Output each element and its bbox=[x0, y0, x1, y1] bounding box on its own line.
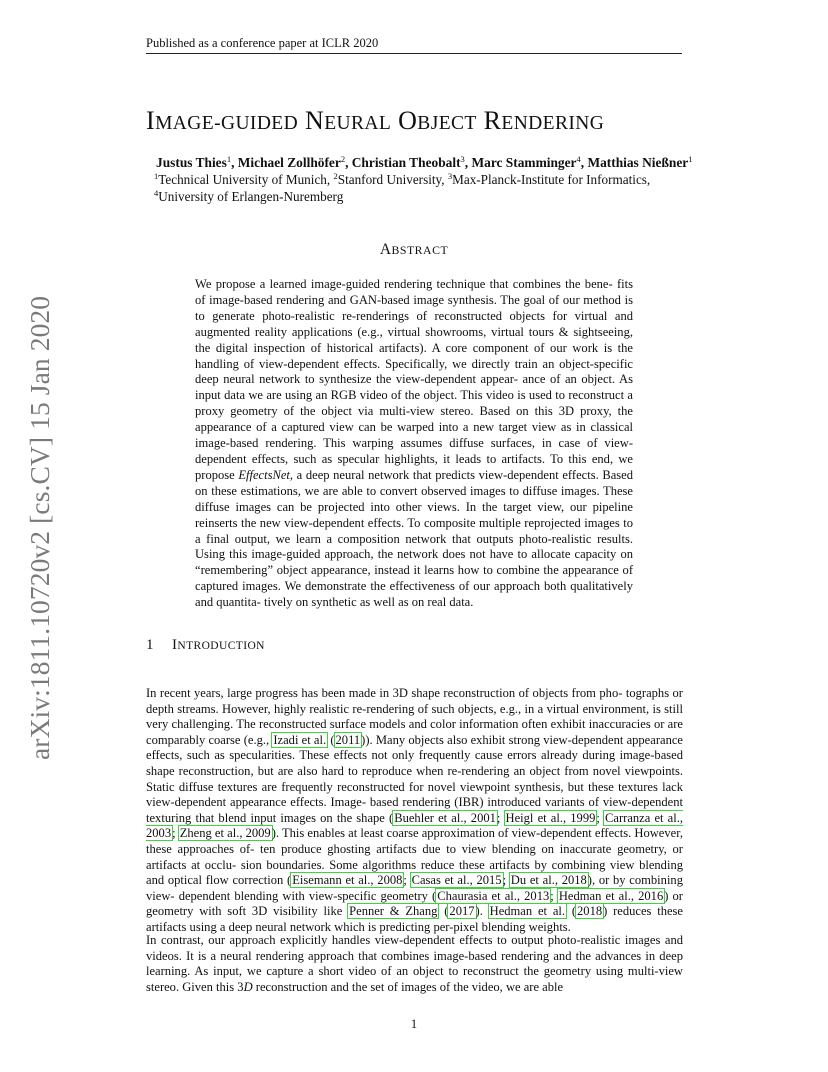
citation-link[interactable]: 2011 bbox=[335, 732, 361, 747]
page-number: 1 bbox=[410, 1017, 418, 1031]
citation-link[interactable]: Hedman et al., 2016 bbox=[558, 888, 664, 903]
running-head: Published as a conference paper at ICLR 2020 bbox=[146, 36, 379, 50]
author-list bbox=[156, 154, 716, 171]
author: Michael Zollhöfer$^2$, bbox=[237, 154, 352, 170]
citation-link[interactable]: Buehler et al., 2001 bbox=[394, 810, 496, 825]
introduction-paragraph-1: In recent years, large progress has been made in 3D shape reconstruction of objects from pho- tographs or depth streams. However, highly realistic re-rendering of such objects, e.g., in a virtual environment, is still very challenging. The reconstructed surface models and color information often exhibit inaccuracies or are comparably coarse (e.g., Izadi et al. (2011)). Many objects also exhibit strong view-dependent appearance effects, such as specularities. These effects not only frequently cause errors already during image-based shape reconstruction, but are also hard to reproduce when re-rendering an object from novel viewpoints. Static diffuse textures are frequently reconstructed for novel viewpoint synthesis, but these textures lack view-dependent appearance effects. Image- based rendering (IBR) introduced variants of view-dependent texturing that blend input images on the shape (Buehler et al., 2001; Heigl et al., 1999; Carranza et al., 2003; Zheng et al., 2009). This enables at least coarse approximation of view-dependent effects. However, these approaches of- ten produce ghosting artifacts due to view blending on inaccurate geometry, or artifacts at occlu- sion boundaries. Some algorithms reduce these artifacts by combining view blending and optical flow correction (Eisemann et al., 2008; Casas et al., 2015; Du et al., 2018), or by combining view- dependent blending with view-specific geometry (Chaurasia et al., 2013; Hedman et al., 2016) or geometry with soft 3D visibility like Penner & Zhang (2017). Hedman et al. (2018) reduces these artifacts using a deep neural network which is predicting per-pixel blending weights. bbox=[146, 686, 684, 934]
section-heading-introduction: 1 INTRODUCTION bbox=[146, 637, 265, 653]
arxiv-identifier-text: arXiv:1811.10720v2 [cs.CV] 15 Jan 2020 bbox=[24, 295, 55, 760]
affiliation: $^1$Technical University of Munich, bbox=[154, 171, 334, 187]
author: Justus Thies$^1$, bbox=[156, 154, 238, 170]
citation-link[interactable]: Chaurasia et al., 2013 bbox=[437, 888, 550, 903]
citation-link[interactable]: Du et al., 2018 bbox=[510, 873, 587, 888]
citation-link[interactable]: 2018 bbox=[577, 904, 603, 919]
citation-link[interactable]: Carranza et al., 2003 bbox=[146, 810, 684, 841]
citation-link[interactable]: 2017 bbox=[449, 904, 475, 919]
affiliation: $^4$University of Erlangen-Nuremberg bbox=[154, 187, 344, 204]
paper-title: IMAGE-GUIDED NEURAL OBJECT RENDERING bbox=[146, 106, 605, 135]
abstract-text: We propose a learned image-guided rendering technique that combines the bene- fits of image-based rendering and GAN-based image synthesis. The goal of our method is to generate photo-realistic re-renderings of reconstructed objects for virtual and augmented reality applications (e.g., virtual showrooms, virtual tours & sightseeing, the digital inspection of historical artifacts). A core component of our work is the handling of view-dependent effects. Specifically, we directly train an object-specific deep neural network to synthesize the view-dependent appear- ance of an object. As input data we are using an RGB video of the object. This video is used to reconstruct a proxy geometry of the object via multi-view stereo. Based on this 3D proxy, the appearance of a captured view can be warped into a new target view as in classical image-based rendering. This warping assumes diffuse surfaces, in case of view-dependent effects, such as specular highlights, it leads to artifacts. To this end, we propose EffectsNet, a deep neural network that predicts view-dependent effects. Based on these estimations, we are able to convert observed images to diffuse images. These diffuse images can be projected into other views. In the target view, our pipeline reinserts the new view-dependent effects. To composite multiple reprojected images to a final output, we learn a composition network that outputs photo-realistic results. Using this image-guided approach, the network does not have to allocate capacity on “remembering” object appearance, instead it learns how to combine the appearance of captured images. We demonstrate the effectiveness of our approach both qualitatively and quantita- tively on synthetic as well as on real data. bbox=[195, 277, 633, 610]
introduction-paragraph-2: In contrast, our approach explicitly handles view-dependent effects to output photo-realistic images and videos. It is a neural rendering approach that combines image-based rendering and the advances in deep learning. As input, we capture a short video of an object to reconstruct the geometry using multi-view stereo. Given this 3D reconstruction and the set of images of the video, we are able bbox=[146, 933, 683, 994]
citation-link[interactable]: Eisemann et al., 2008 bbox=[292, 873, 403, 888]
affiliations bbox=[154, 172, 684, 205]
author: Marc Stamminger$^4$, bbox=[471, 154, 588, 170]
header-rule bbox=[146, 53, 682, 54]
abstract-heading: ABSTRACT bbox=[379, 241, 449, 258]
citation-link[interactable]: Penner & Zhang bbox=[349, 904, 438, 919]
citation-link[interactable]: Zheng et al., 2009 bbox=[179, 826, 271, 841]
affiliation: $^3$Max-Planck-Institute for Informatics, bbox=[447, 171, 651, 187]
emphasis-effectsnet: EffectsNet bbox=[238, 467, 290, 482]
author: Christian Theobalt$^3$, bbox=[351, 154, 472, 170]
citation-link[interactable]: Izadi et al. bbox=[273, 732, 327, 747]
citation-link[interactable]: Hedman et al. bbox=[489, 904, 566, 919]
citation-link[interactable]: Heigl et al., 1999 bbox=[505, 810, 596, 825]
affiliation: $^2$Stanford University, bbox=[333, 171, 448, 187]
author: Matthias Nießner$^1$ bbox=[587, 154, 693, 170]
citation-link[interactable]: Casas et al., 2015 bbox=[411, 873, 502, 888]
arxiv-identifier-stamp bbox=[20, 295, 60, 760]
